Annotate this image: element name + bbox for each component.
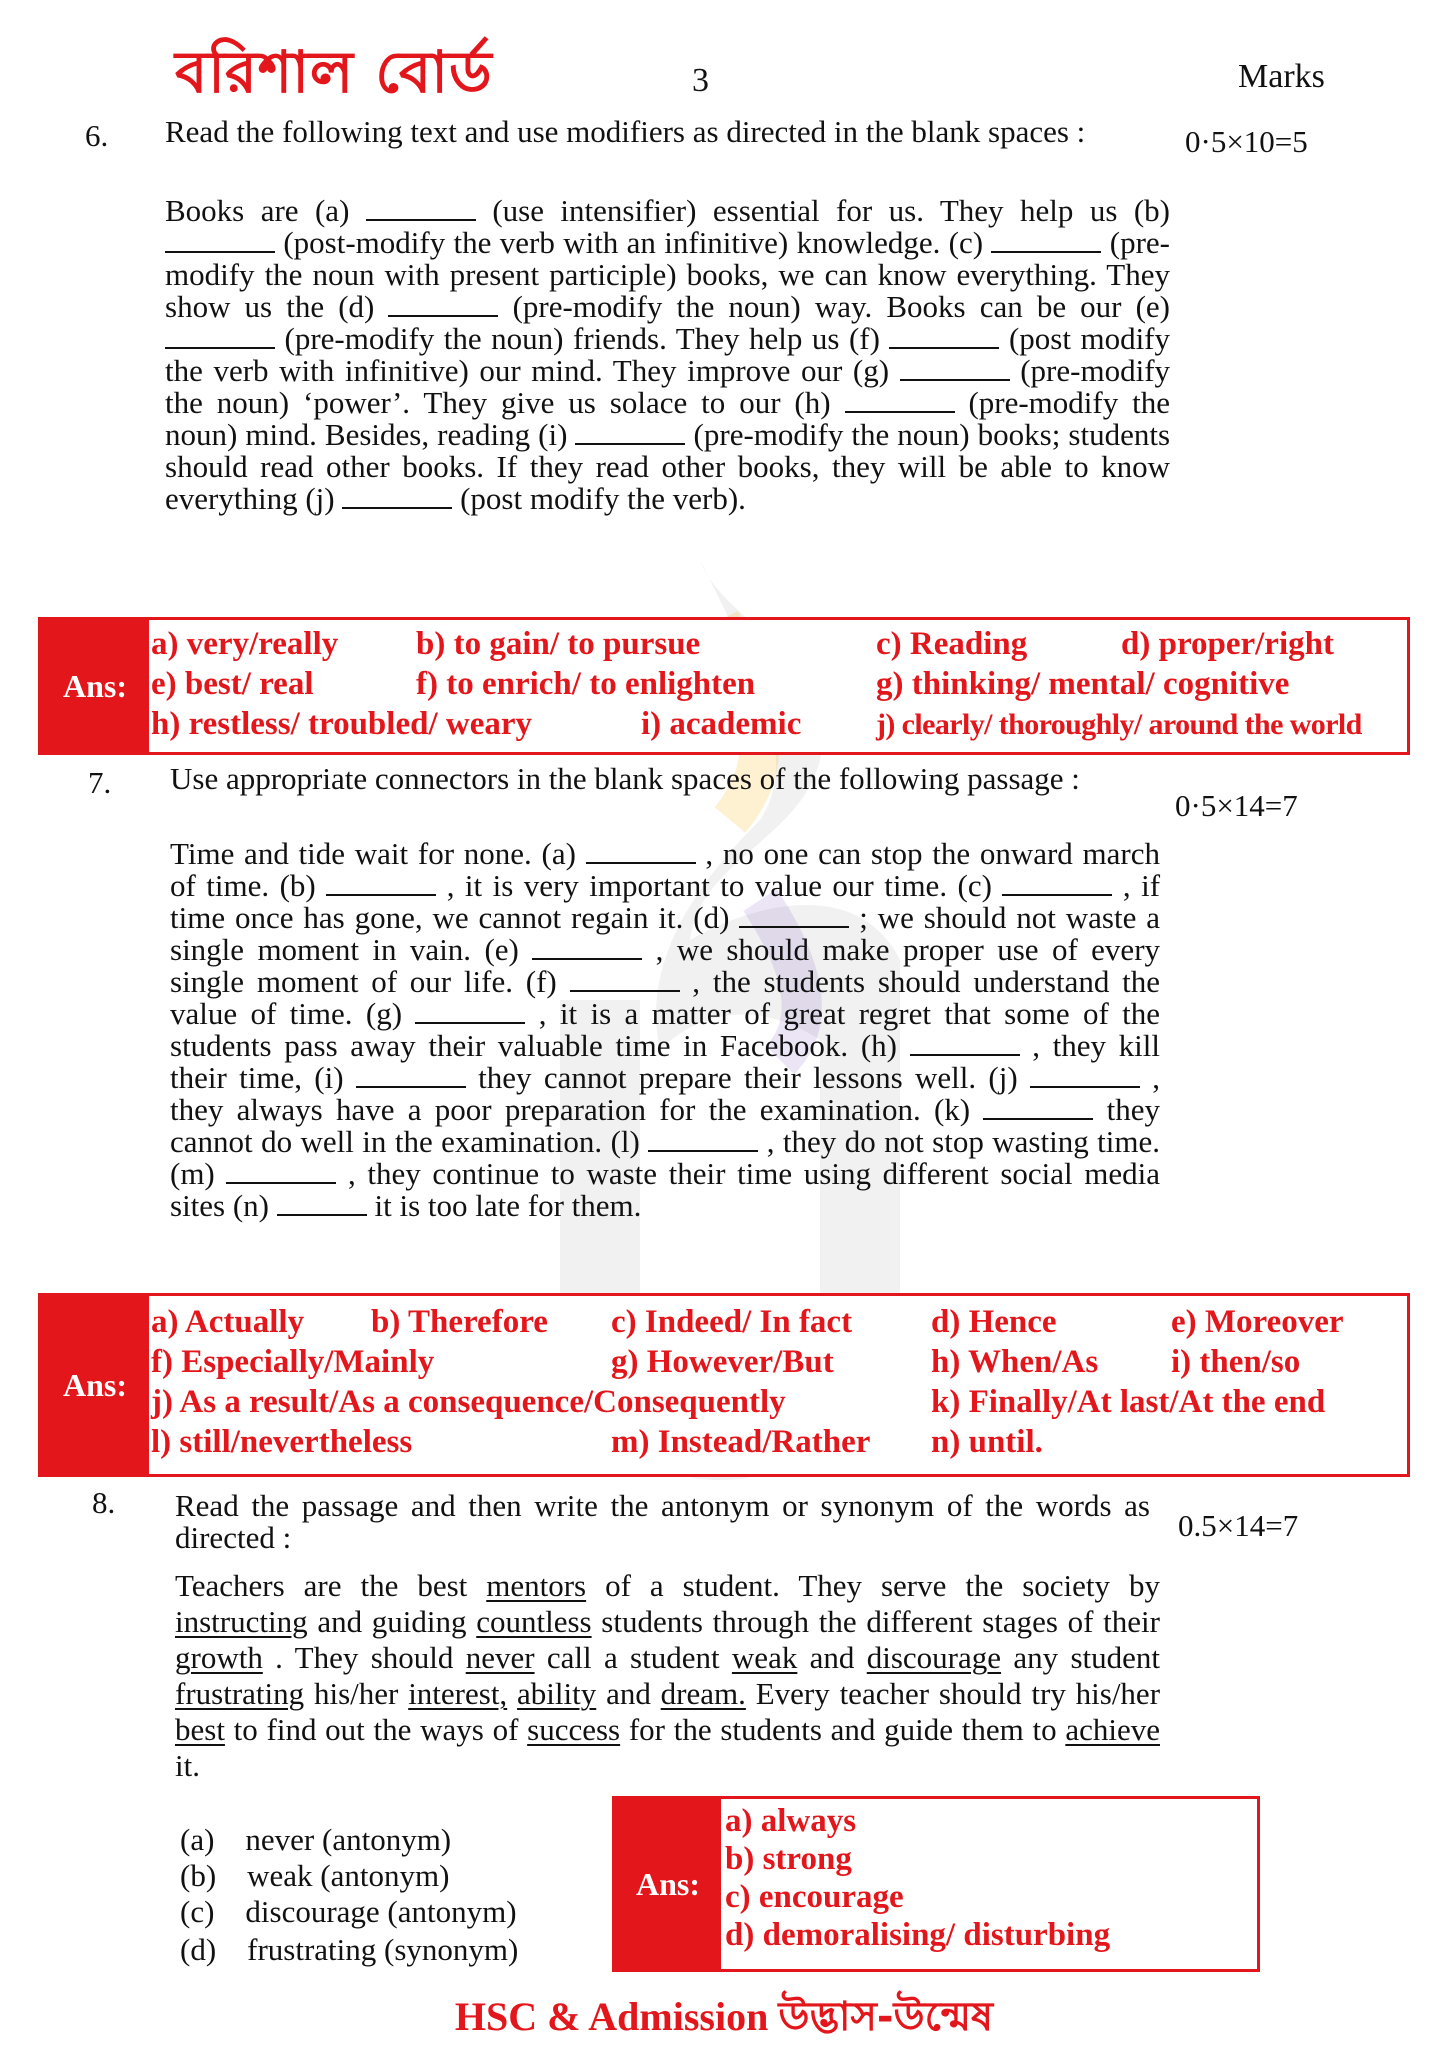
question-8-number: 8.	[92, 1485, 116, 1520]
answer-label: Ans:	[41, 1296, 149, 1474]
question-7-passage: Time and tide wait for none. (a) , no one can stop the onward march of time. (b) , it is very important to value our time. (c) , if time once has gone, we cannot regain it. (d) ; we should not waste a single moment in vain. (e) , we should make proper use of every single moment of our life. (f) , the students should understand the value of time. (g) , it is a matter of great regret that some of the students pass away their valuable time in Facebook. (h) , they kill their time, (i) they cannot prepare their lessons well. (j) , they always have a poor preparation for the examination. (k) they cannot do well in the examination. (l) , they do not stop wasting time. (m) , they continue to waste their time using different social media sites (n) it is too late for them.	[170, 836, 1161, 1223]
answer-item: b) to gain/ to pursue	[416, 626, 701, 662]
question-6-passage: Books are (a) (use intensifier) essential for us. They help us (b) (post-modify the verb with an infinitive) knowledge. (c) (pre-modify the noun with present participle) books, we can know everything. They show us the (d) (pre-modify the noun) way. Books can be our (e) (pre-modify the noun) friends. They help us (f) (post modify the verb with infinitive) our mind. They improve our (g) (pre-modify the noun) ‘power’. They give us solace to our (h) (pre-modify the noun) mind. Besides, reading (i) (pre-modify the noun) books; students should read other books. If they read other books, they will be able to know everything (j) (post modify the verb).	[165, 193, 1171, 516]
answer-item: k) Finally/At last/At the end	[931, 1384, 1326, 1420]
answer-item: c) Reading	[876, 626, 1028, 662]
question-8-instruction: Read the passage and then write the antonym or synonym of the words as directed :	[175, 1488, 1150, 1555]
question-6-marks: 0·5×10=5	[1185, 124, 1308, 159]
question-6-instruction: Read the following text and use modifiers as directed in the blank spaces :	[165, 114, 1086, 149]
answer-item: f) Especially/Mainly	[151, 1344, 435, 1380]
answer-label: Ans:	[615, 1799, 721, 1969]
answer-item: c) encourage	[725, 1879, 904, 1915]
answer-item: l) still/nevertheless	[151, 1424, 413, 1460]
underlined-word: mentors	[486, 1568, 587, 1603]
answer-item: j) As a result/As a consequence/Consequently	[151, 1384, 786, 1420]
answer-item: g) thinking/ mental/ cognitive	[876, 666, 1290, 702]
marks-header: Marks	[1238, 58, 1325, 95]
answer-item: f) to enrich/ to enlighten	[416, 666, 756, 702]
question-8-answer-box	[612, 1796, 1260, 1972]
answer-item: i) then/so	[1171, 1344, 1301, 1380]
answer-item: j) clearly/ thoroughly/ around the world	[876, 708, 1362, 741]
answer-item: n) until.	[931, 1424, 1043, 1460]
answer-item: a) very/really	[151, 626, 339, 662]
board-title: বরিশাল বোর্ড	[175, 38, 493, 106]
answer-item: i) academic	[641, 706, 802, 742]
question-8-passage: Teachers are the best mentors of a student. They serve the society by instructing and guiding countless students through the different stages of their growth . They should never call a student weak and discourage any student frustrating his/her interest, ability and dream. Every teacher should try his/her best to find out the ways of success for the students and guide them to achieve it.	[175, 1568, 1161, 1783]
question-8-item: (b) weak (antonym)	[180, 1858, 450, 1893]
question-8-marks: 0.5×14=7	[1178, 1508, 1299, 1543]
question-8-item: (d) frustrating (synonym)	[180, 1932, 519, 1967]
answer-item: d) demoralising/ disturbing	[725, 1917, 1111, 1953]
answer-item: e) Moreover	[1171, 1304, 1344, 1340]
answer-item: h) restless/ troubled/ weary	[151, 706, 532, 742]
answer-item: e) best/ real	[151, 666, 314, 702]
answer-item: b) strong	[725, 1841, 852, 1877]
answer-item: b) Therefore	[371, 1304, 548, 1340]
answer-item: c) Indeed/ In fact	[611, 1304, 853, 1340]
answer-item: d) proper/right	[1121, 626, 1334, 662]
question-6-number: 6.	[85, 118, 109, 153]
question-7-answer-box	[38, 1293, 1410, 1477]
question-7-marks: 0·5×14=7	[1175, 788, 1298, 823]
question-8-item: (c) discourage (antonym)	[180, 1894, 517, 1929]
question-7-number: 7.	[88, 765, 112, 800]
answer-item: h) When/As	[931, 1344, 1099, 1380]
answer-label: Ans:	[41, 620, 149, 752]
answer-item: d) Hence	[931, 1304, 1057, 1340]
footer-brand: HSC & Admission উদ্ভাস-উন্মেষ	[454, 1994, 994, 2040]
answer-item: a) always	[725, 1803, 857, 1839]
page-number: 3	[692, 62, 709, 99]
answer-item: a) Actually	[151, 1304, 305, 1340]
question-7-instruction: Use appropriate connectors in the blank spaces of the following passage :	[170, 761, 1080, 796]
answer-item: m) Instead/Rather	[611, 1424, 871, 1460]
answer-item: g) However/But	[611, 1344, 834, 1380]
question-6-answer-box	[38, 617, 1410, 755]
question-8-item: (a) never (antonym)	[180, 1822, 452, 1857]
